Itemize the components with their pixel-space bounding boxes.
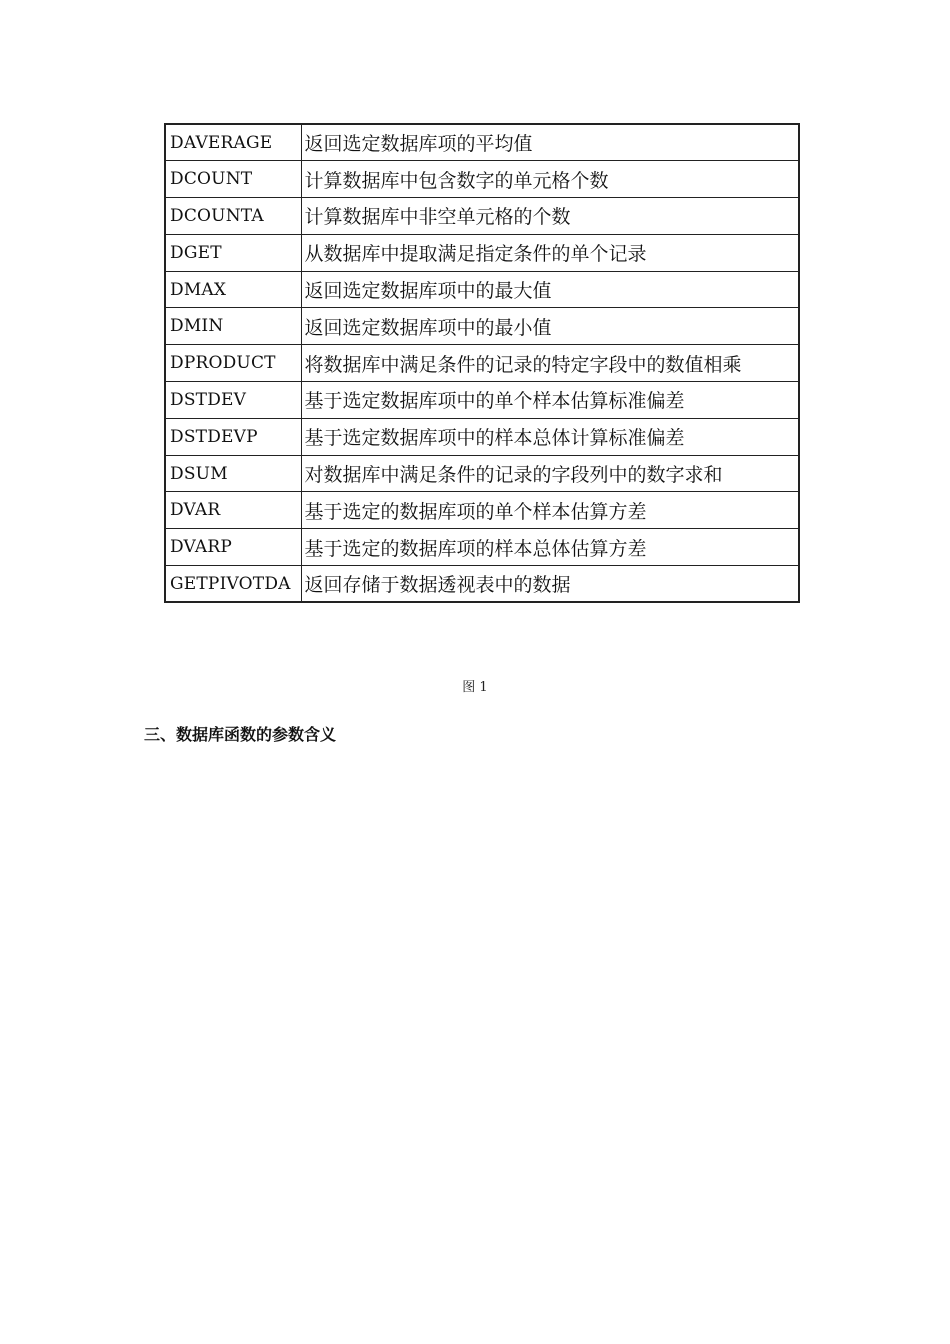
function-description: 返回选定数据库项的平均值 xyxy=(301,124,799,161)
function-description: 基于选定的数据库项的样本总体估算方差 xyxy=(301,529,799,566)
function-description: 将数据库中满足条件的记录的特定字段中的数值相乘 xyxy=(301,345,799,382)
figure-caption: 图 1 xyxy=(462,680,488,695)
function-name: DVAR xyxy=(165,492,301,529)
function-name: DMIN xyxy=(165,308,301,345)
table-row xyxy=(165,529,799,566)
function-description: 计算数据库中非空单元格的个数 xyxy=(301,198,799,235)
function-name: DAVERAGE xyxy=(165,124,301,161)
table-row xyxy=(165,198,799,235)
table-row xyxy=(165,566,799,603)
function-name: DSUM xyxy=(165,455,301,492)
function-description: 计算数据库中包含数字的单元格个数 xyxy=(301,161,799,198)
function-name: DSTDEVP xyxy=(165,418,301,455)
section-heading: 三、数据库函数的参数含义 xyxy=(144,725,337,744)
function-name: DCOUNT xyxy=(165,161,301,198)
function-description: 返回选定数据库项中的最大值 xyxy=(301,271,799,308)
table-row xyxy=(165,345,799,382)
table-row xyxy=(165,492,799,529)
table-row xyxy=(165,382,799,419)
function-description: 基于选定数据库项中的单个样本估算标准偏差 xyxy=(301,382,799,419)
function-description: 对数据库中满足条件的记录的字段列中的数字求和 xyxy=(301,455,799,492)
database-functions-table xyxy=(164,123,800,603)
function-name: DVARP xyxy=(165,529,301,566)
function-name: DGET xyxy=(165,234,301,271)
table-row xyxy=(165,418,799,455)
table-row xyxy=(165,271,799,308)
table-row xyxy=(165,161,799,198)
function-name: DPRODUCT xyxy=(165,345,301,382)
function-description: 返回存储于数据透视表中的数据 xyxy=(301,566,799,603)
function-name: DSTDEV xyxy=(165,382,301,419)
table-row xyxy=(165,124,799,161)
function-description: 基于选定的数据库项的单个样本估算方差 xyxy=(301,492,799,529)
function-name: DMAX xyxy=(165,271,301,308)
function-name: GETPIVOTDA xyxy=(165,566,301,603)
function-description: 从数据库中提取满足指定条件的单个记录 xyxy=(301,234,799,271)
function-description: 返回选定数据库项中的最小值 xyxy=(301,308,799,345)
function-description: 基于选定数据库项中的样本总体计算标准偏差 xyxy=(301,418,799,455)
function-name: DCOUNTA xyxy=(165,198,301,235)
table-row xyxy=(165,455,799,492)
table-row xyxy=(165,308,799,345)
table-row xyxy=(165,234,799,271)
